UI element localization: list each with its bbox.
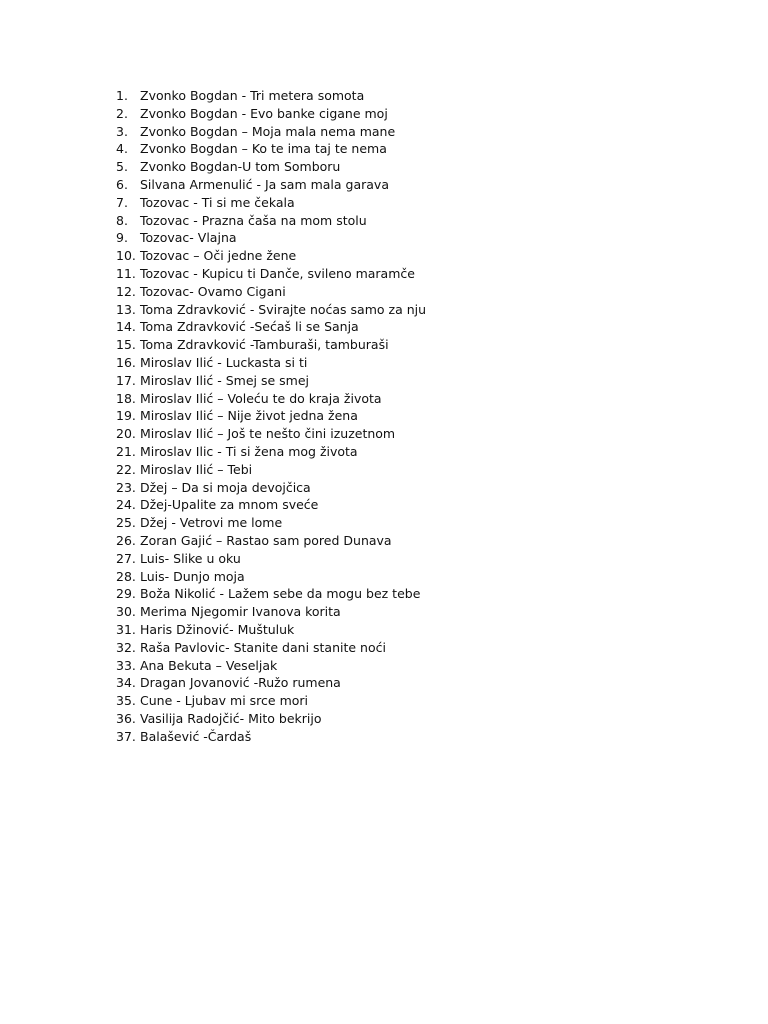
list-item (116, 158, 426, 176)
list-item (116, 247, 426, 265)
list-item (116, 710, 426, 728)
list-item-text: Luis- Dunjo moja (140, 568, 245, 584)
list-item-text: Zvonko Bogdan - Tri metera somota (140, 88, 365, 103)
list-item-number: 7. (116, 194, 128, 210)
list-item-number: 31. (116, 621, 136, 637)
list-item-number: 3. (116, 123, 128, 139)
list-item-text: Miroslav Ilić - Luckasta si ti (140, 354, 308, 370)
list-item (116, 657, 426, 675)
list-item (116, 318, 426, 336)
list-item (116, 728, 426, 746)
list-item-number: 18. (116, 390, 136, 406)
list-item (116, 336, 426, 354)
list-item (116, 123, 426, 141)
list-item (116, 479, 426, 497)
list-item-text: Toma Zdravković - Svirajte noćas samo za nju (140, 301, 427, 317)
list-item-number: 19. (116, 408, 136, 424)
list-item-text: Tozovac- Ovamo Cigani (140, 283, 286, 299)
list-item-number: 13. (116, 301, 136, 317)
list-item (116, 212, 426, 230)
list-item-number: 14. (116, 319, 136, 335)
list-item-number: 5. (116, 159, 128, 175)
list-item-number: 28. (116, 568, 136, 584)
list-item-text: Haris Džinović- Muštuluk (140, 621, 295, 637)
list-item-number: 4. (116, 141, 128, 157)
list-item (116, 568, 426, 586)
list-item-text: Vasilija Radojčić- Mito bekrijo (140, 710, 322, 726)
list-item-text: Tozovac - Kupicu ti Danče, svileno maramče (140, 265, 415, 281)
list-item-number: 37. (116, 728, 136, 744)
list-item-text: Tozovac – Oči jedne žene (140, 248, 297, 264)
list-item-number: 35. (116, 693, 136, 709)
list-item-text: Toma Zdravković -Tamburaši, tamburaši (140, 337, 389, 353)
list-item (116, 639, 426, 657)
list-item-text: Džej-Upalite za mnom sveće (140, 497, 319, 513)
list-item (116, 229, 426, 247)
song-list (116, 87, 426, 745)
list-item (116, 140, 426, 158)
list-item-text: Miroslav Ilić – Voleću te do kraja života (140, 390, 382, 406)
list-item-number: 36. (116, 710, 136, 726)
list-item-text: Miroslav Ilić - Smej se smej (140, 372, 310, 388)
list-item-text: Džej – Da si moja devojčica (140, 479, 311, 495)
list-item (116, 585, 426, 603)
list-item-number: 8. (116, 212, 128, 228)
list-item (116, 390, 426, 408)
list-item (116, 550, 426, 568)
list-item (116, 443, 426, 461)
list-item-text: Ana Bekuta – Veseljak (140, 657, 278, 673)
list-item-number: 32. (116, 639, 136, 655)
list-item-text: Cune - Ljubav mi srce mori (140, 693, 309, 709)
list-item-number: 22. (116, 461, 136, 477)
list-item-number: 6. (116, 176, 128, 192)
list-item-text: Miroslav Ilic - Ti si žena mog života (140, 443, 358, 459)
list-item-number: 16. (116, 354, 136, 370)
list-item (116, 105, 426, 123)
list-item-text: Miroslav Ilić – Tebi (140, 461, 253, 477)
list-item (116, 283, 426, 301)
list-item-number: 15. (116, 337, 136, 353)
list-item-number: 17. (116, 372, 136, 388)
list-item-text: Miroslav Ilić – Još te nešto čini izuzetnom (140, 426, 396, 442)
list-item (116, 301, 426, 319)
list-item (116, 87, 426, 105)
list-item-text: Raša Pavlovic- Stanite dani stanite noći (140, 639, 386, 655)
list-item-number: 34. (116, 675, 136, 691)
list-item-number: 30. (116, 604, 136, 620)
list-item-number: 12. (116, 283, 136, 299)
list-item-text: Miroslav Ilić – Nije život jedna žena (140, 408, 358, 424)
list-item-number: 21. (116, 443, 136, 459)
list-item-text: Dragan Jovanović -Ružo rumena (140, 675, 341, 691)
list-item-text: Zvonko Bogdan-U tom Somboru (140, 159, 341, 175)
list-item (116, 265, 426, 283)
list-item-text: Boža Nikolić - Lažem sebe da mogu bez tebe (140, 586, 421, 602)
list-item-text: Tozovac- Vlajna (140, 230, 237, 246)
list-item-number: 25. (116, 515, 136, 531)
list-item-number: 10. (116, 248, 136, 264)
list-item-text: Zvonko Bogdan - Evo banke cigane moj (140, 105, 388, 121)
list-item (116, 532, 426, 550)
list-item-number: 20. (116, 426, 136, 442)
list-item (116, 461, 426, 479)
list-item-text: Zvonko Bogdan – Moja mala nema mane (140, 123, 396, 139)
list-item-text: Zvonko Bogdan – Ko te ima taj te nema (140, 141, 387, 157)
list-item-text: Tozovac - Ti si me čekala (140, 194, 295, 210)
list-item-number: 1. (116, 88, 128, 103)
list-item-number: 2. (116, 105, 128, 121)
list-item (116, 407, 426, 425)
list-item-number: 27. (116, 550, 136, 566)
list-item (116, 621, 426, 639)
list-item-text: Džej - Vetrovi me lome (140, 515, 283, 531)
list-item-number: 26. (116, 532, 136, 548)
list-item-text: Toma Zdravković -Sećaš li se Sanja (140, 319, 359, 335)
list-item-text: Luis- Slike u oku (140, 550, 241, 566)
list-item (116, 194, 426, 212)
list-item-number: 24. (116, 497, 136, 513)
list-item-text: Zoran Gajić – Rastao sam pored Dunava (140, 532, 392, 548)
list-item-text: Balašević -Čardaš (140, 728, 252, 744)
list-item (116, 692, 426, 710)
list-item (116, 425, 426, 443)
list-item (116, 496, 426, 514)
list-item (116, 514, 426, 532)
list-item-number: 29. (116, 586, 136, 602)
list-item (116, 176, 426, 194)
list-item (116, 674, 426, 692)
list-item-number: 9. (116, 230, 128, 246)
list-item-text: Merima Njegomir Ivanova korita (140, 604, 341, 620)
list-item-text: Tozovac - Prazna čaša na mom stolu (140, 212, 367, 228)
list-item (116, 372, 426, 390)
list-item (116, 603, 426, 621)
list-item-number: 11. (116, 265, 136, 281)
list-item (116, 354, 426, 372)
list-item-number: 33. (116, 657, 136, 673)
list-item-number: 23. (116, 479, 136, 495)
list-item-text: Silvana Armenulić - Ja sam mala garava (140, 176, 389, 192)
